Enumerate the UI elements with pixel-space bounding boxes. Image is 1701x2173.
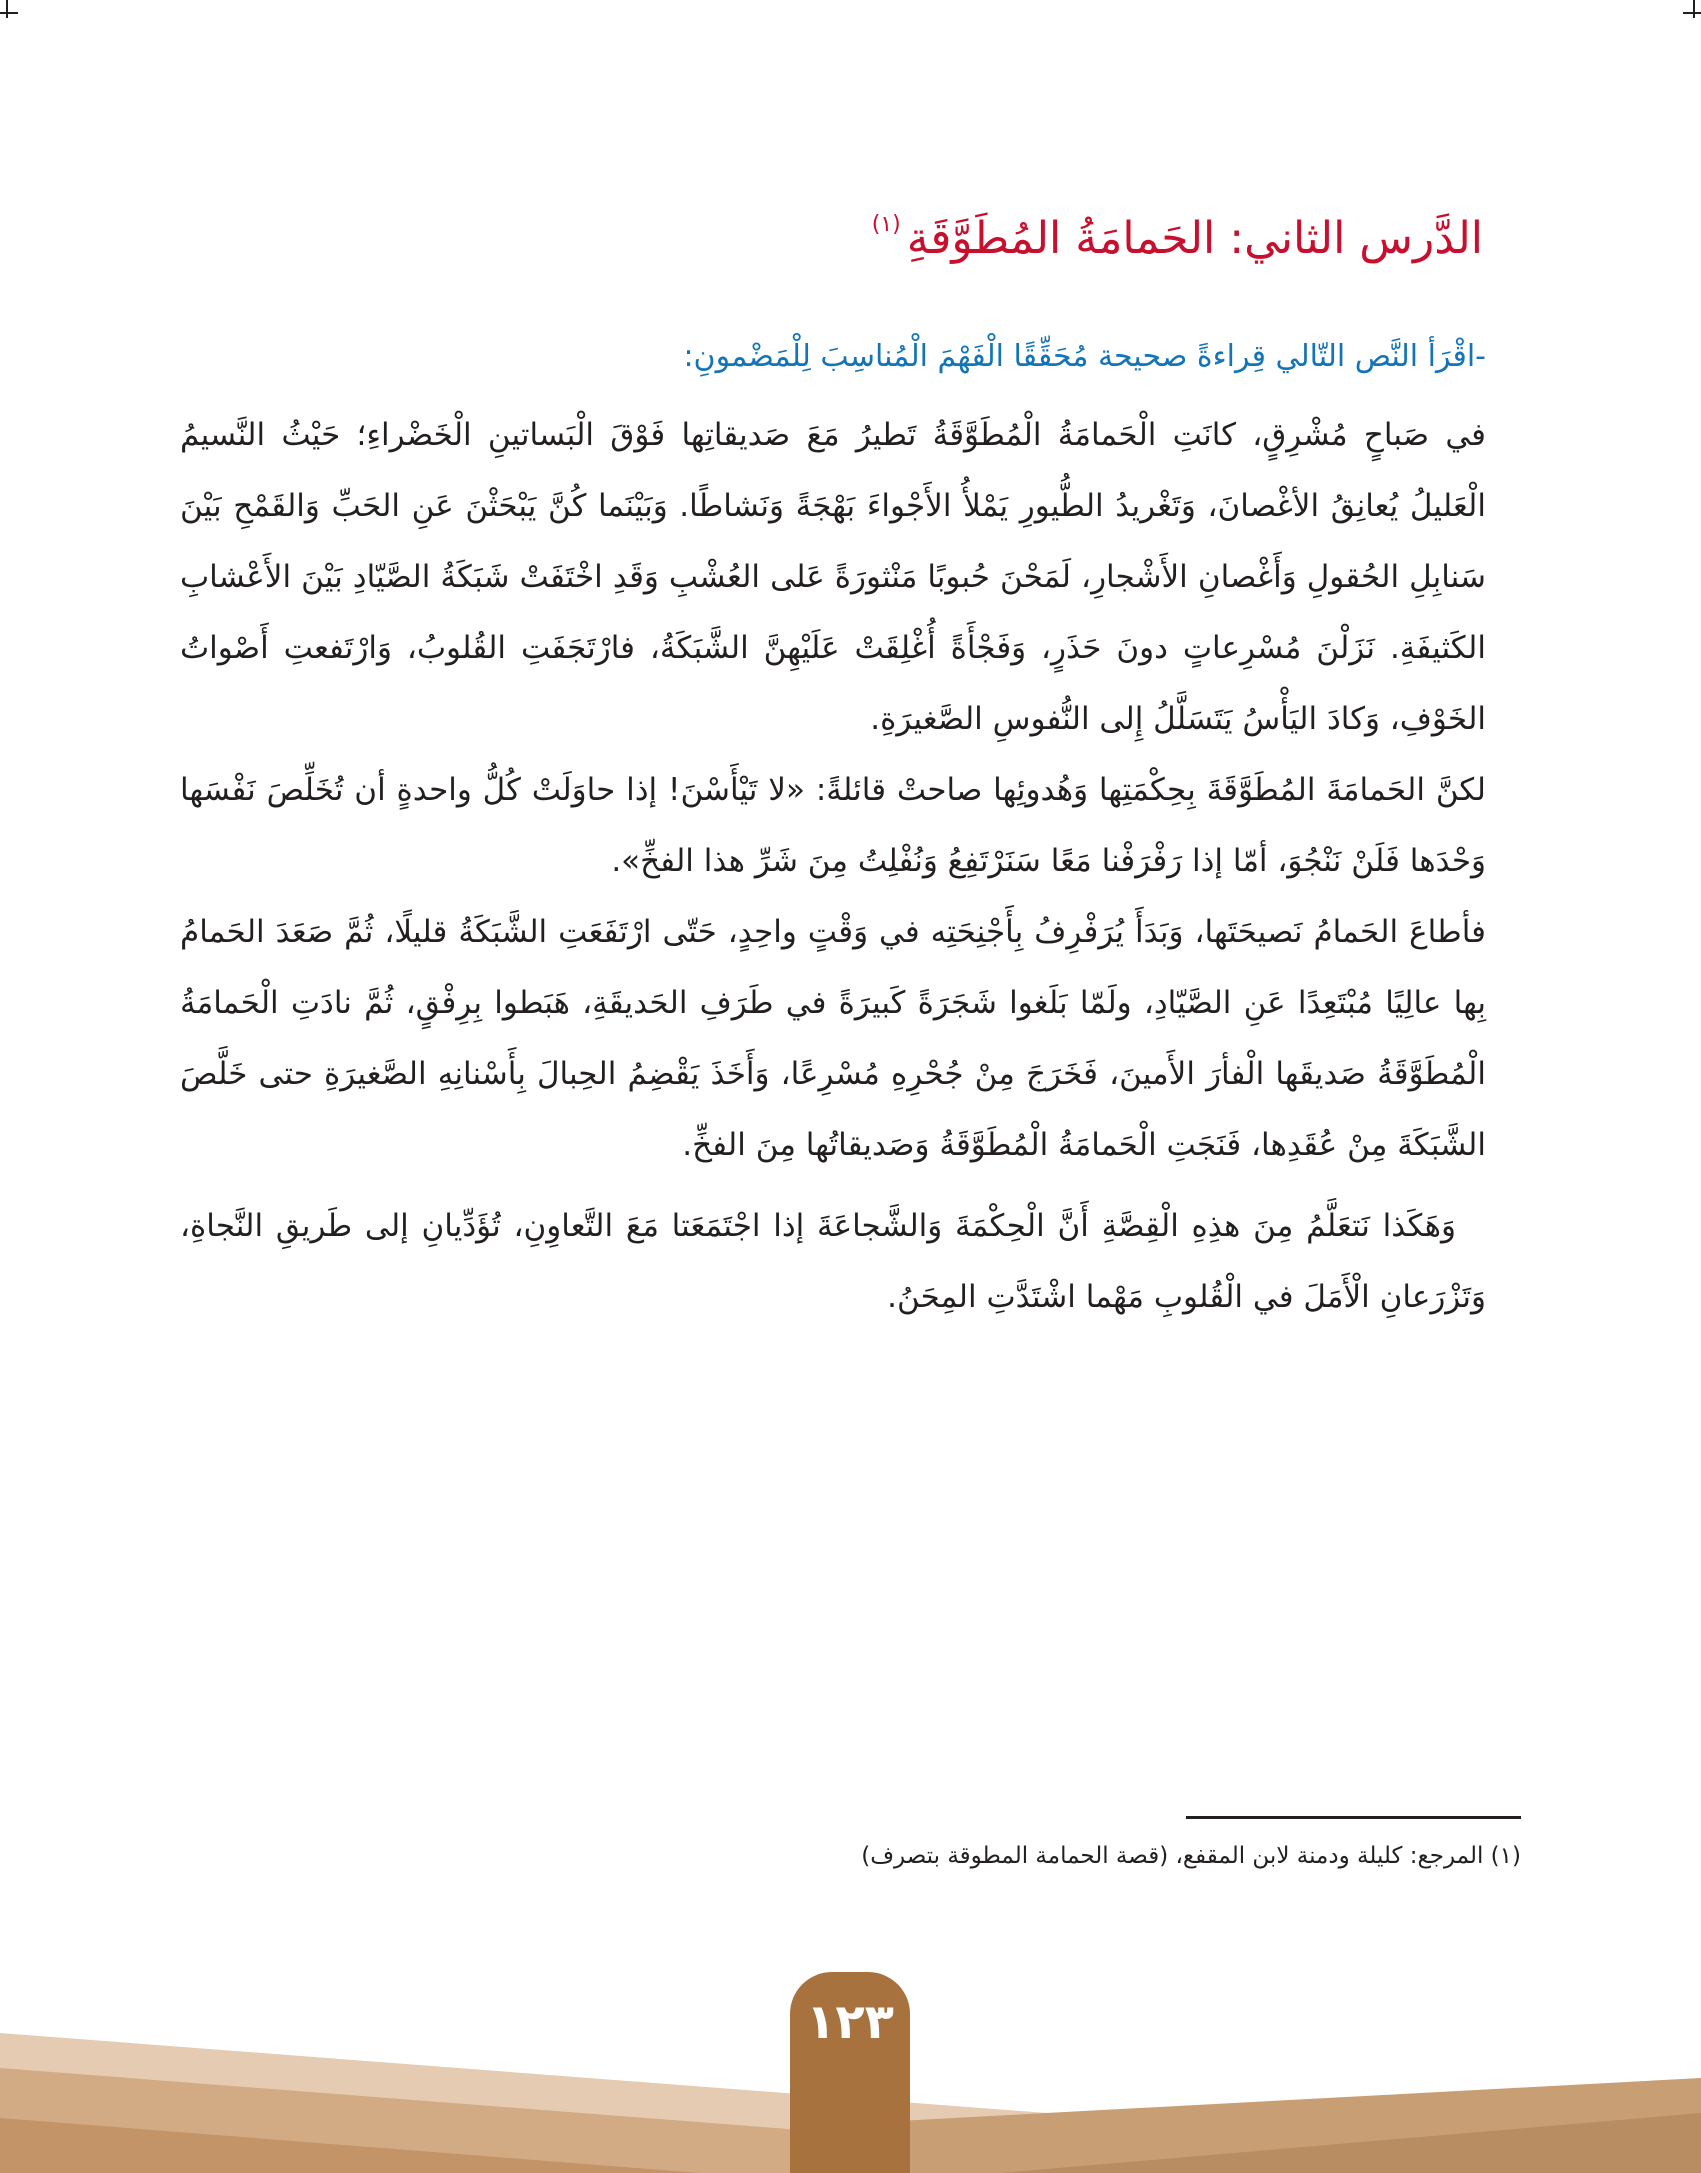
story-paragraph: في صَباحٍ مُشْرِقٍ، كانَتِ الْحَمامَةُ الْمُطَوَّقَةُ تَطيرُ مَعَ صَديقاتِها فَوْقَ الْبَساتينِ الْخَضْراءِ؛ حَيْثُ النَّسيمُ الْعَليلُ يُعانِقُ الأغْصانَ، وَتَغْريدُ الطُّيورِ يَمْلأُ الأَجْواءَ بَهْجَةً وَنَشاطًا. وَبَيْنَما كُنَّ يَبْحَثْنَ عَنِ الحَبِّ وَالقَمْحِ بَيْنَ سَنابِلِ الحُقولِ وَأَغْصانِ الأَشْجارِ، لَمَحْنَ حُبوبًا مَنْثورَةً عَلى العُشْبِ وَقَدِ اخْتَفَتْ شَبَكَةُ الصَّيّادِ بَيْنَ الأَعْشابِ الكَثيفَةِ. نَزَلْنَ مُسْرِعاتٍ دونَ حَذَرٍ، وَفَجْأَةً أُغْلِقَتْ عَلَيْهِنَّ الشَّبَكَةُ، فارْتَجَفَتِ القُلوبُ، وَارْتَفعتِ أَصْواتُ الخَوْفِ، وَكادَ اليَأْسُ يَتَسَلَّلُ إِلى النُّفوسِ الصَّغيرَةِ.	[180, 417, 1486, 737]
footnote-reference: (١) المرجع: كليلة ودمنة لابن المقفع، (قصة الحمامة المطوقة بتصرف)	[861, 1843, 1521, 1869]
crop-mark-right-top	[1683, 12, 1701, 14]
crop-mark-top-right	[1693, 0, 1695, 18]
page-number-text: ١٢٣	[806, 1994, 894, 2050]
footnote-marker: (١)	[871, 212, 901, 237]
lesson-title	[872, 190, 1483, 274]
crop-mark-left-top	[0, 12, 18, 14]
story-text	[180, 400, 1486, 1333]
footnote-divider	[1186, 1816, 1521, 1819]
lesson-title-text: الدَّرس الثاني: الحَمامَةُ المُطَوَّقَةِ	[906, 213, 1483, 264]
story-paragraph: لكنَّ الحَمامَةَ المُطَوَّقَةَ بِحِكْمَتِها وَهُدوئِها صاحتْ قائلةً: «لا تَيْأَسْنَ! إذا حاوَلَتْ كُلُّ واحدةٍ أن تُخَلِّصَ نَفْسَها وَحْدَها فَلَنْ نَنْجُوَ، أمّا إذا رَفْرَفْنا مَعًا سَنَرْتَفِعُ وَنُفْلِتُ مِنَ شَرِّ هذا الفخِّ».	[180, 772, 1486, 879]
page-number	[790, 1972, 910, 2173]
reading-instruction: -اقْرَأ النَّص التّالي قِراءةً صحيحة مُحَقِّقًا الْفَهْمَ الْمُناسِبَ لِلْمَضْمونِ:	[683, 339, 1486, 374]
crop-mark-top-left	[6, 0, 8, 18]
story-paragraph: فأطاعَ الحَمامُ نَصيحَتَها، وَبَدَأَ يُرَفْرِفُ بِأَجْنِحَتِه في وَقْتٍ واحِدٍ، حَتّى ارْتَفَعَتِ الشَّبَكَةُ قليلًا، ثُمَّ صَعَدَ الحَمامُ بِها عالِيًا مُبْتَعِدًا عَنِ الصَّيّادِ، ولَمّا بَلَغوا شَجَرَةً كَبيرَةً في طَرَفِ الحَديقَةِ، هَبَطوا بِرِفْقٍ، ثُمَّ نادَتِ الْحَمامَةُ الْمُطَوَّقَةُ صَديقَها الْفأرَ الأَمينَ، فَخَرَجَ مِنْ جُحْرِهِ مُسْرِعًا، وَأَخَذَ يَقْضِمُ الحِبالَ بِأَسْنانِهِ الصَّغيرَةِ حتى خَلَّصَ الشَّبَكَةَ مِنْ عُقَدِها، فَنَجَتِ الْحَمامَةُ الْمُطَوَّقَةُ وَصَديقاتُها مِنَ الفخِّ.	[180, 914, 1486, 1163]
story-paragraph: وَهَكَذا نَتعَلَّمُ مِنَ هذِهِ الْقِصَّةِ أَنَّ الْحِكْمَةَ وَالشَّجاعَةَ إذا اجْتَمَعَتا مَعَ التَّعاوِنِ، تُؤَدِّيانِ إلى طَريقِ النَّجاةِ، وَتَزْرَعانِ الْأَمَلَ في الْقُلوبِ مَهْما اشْتَدَّتِ المِحَنُ.	[180, 1208, 1486, 1315]
